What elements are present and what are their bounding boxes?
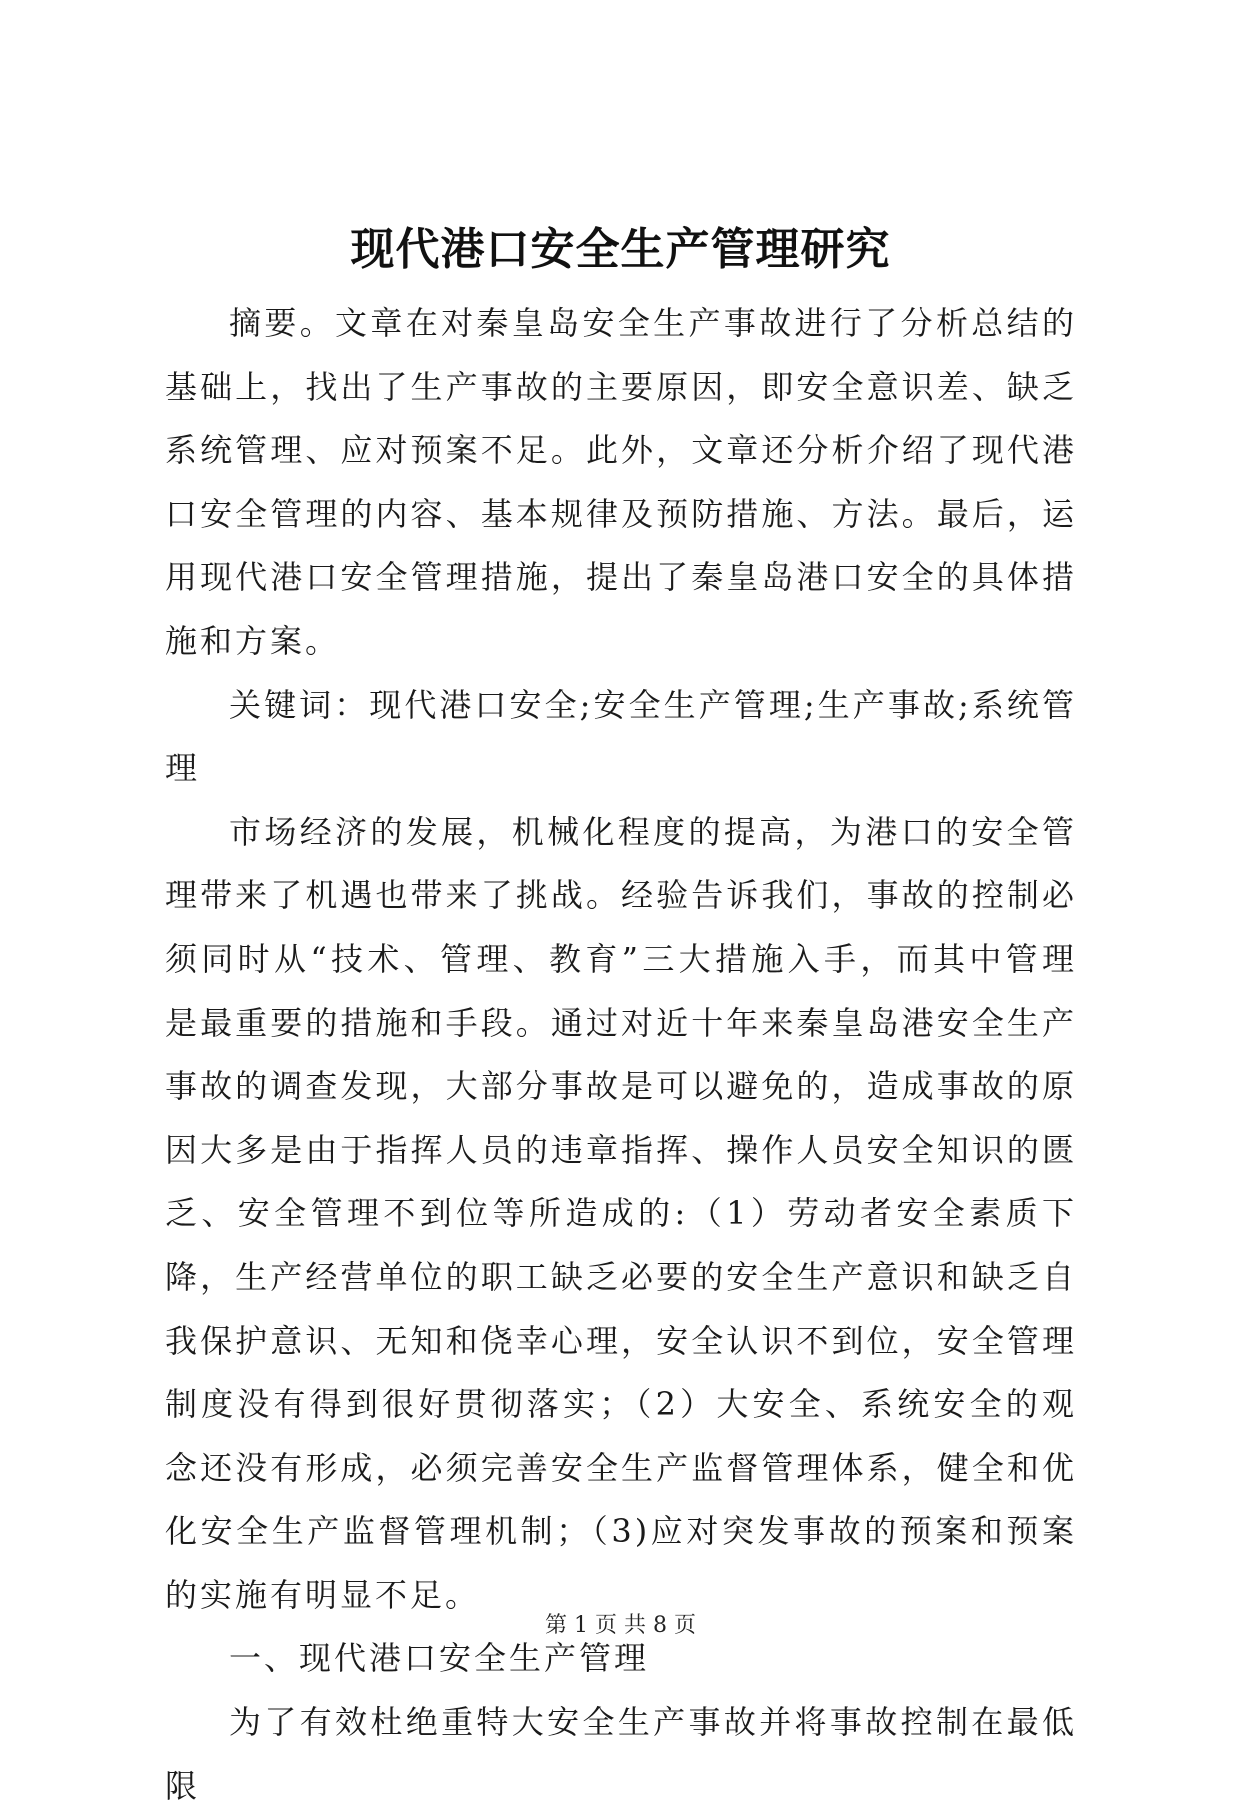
keywords-paragraph: 关键词：现代港口安全;安全生产管理;生产事故;系统管理 [165,685,1077,788]
document-body [165,292,1077,1818]
section-paragraph: 为了有效杜绝重特大安全生产事故并将事故控制在最低限 [165,1703,1077,1805]
abstract-paragraph: 摘要。文章在对秦皇岛安全生产事故进行了分析总结的基础上，找出了生产事故的主要原因，即安全意识差、缺乏系统管理、应对预案不足。此外，文章还分析介绍了现代港口安全管理的内容、基本规律及预防措施、方法。最后，运用现代港口安全管理措施，提出了秦皇岛港口安全的具体措施和方案。 [165,304,1077,660]
document-title: 现代港口安全生产管理研究 [350,224,891,275]
page-number-footer: 第 1 页 共 8 页 [545,1613,696,1638]
intro-paragraph: 市场经济的发展，机械化程度的提高，为港口的安全管理带来了机遇也带来了挑战。经验告诉我们，事故的控制必须同时从“技术、管理、教育”三大措施入手，而其中管理是最重要的措施和手段。通过对近十年来秦皇岛港安全生产事故的调查发现，大部分事故是可以避免的，造成事故的原因大多是由于指挥人员的违章指挥、操作人员安全知识的匮乏、安全管理不到位等所造成的:（1）劳动者安全素质下降，生产经营单位的职工缺乏必要的安全生产意识和缺乏自我保护意识、无知和侥幸心理，安全认识不到位，安全管理制度没有得到很好贯彻落实；（2）大安全、系统安全的观念还没有形成，必须完善安全生产监督管理体系，健全和优化安全生产监督管理机制；（3)应对突发事故的预案和预案的实施有明显不足。 [165,812,1077,1614]
section-heading: 一、现代港口安全生产管理 [229,1639,650,1678]
